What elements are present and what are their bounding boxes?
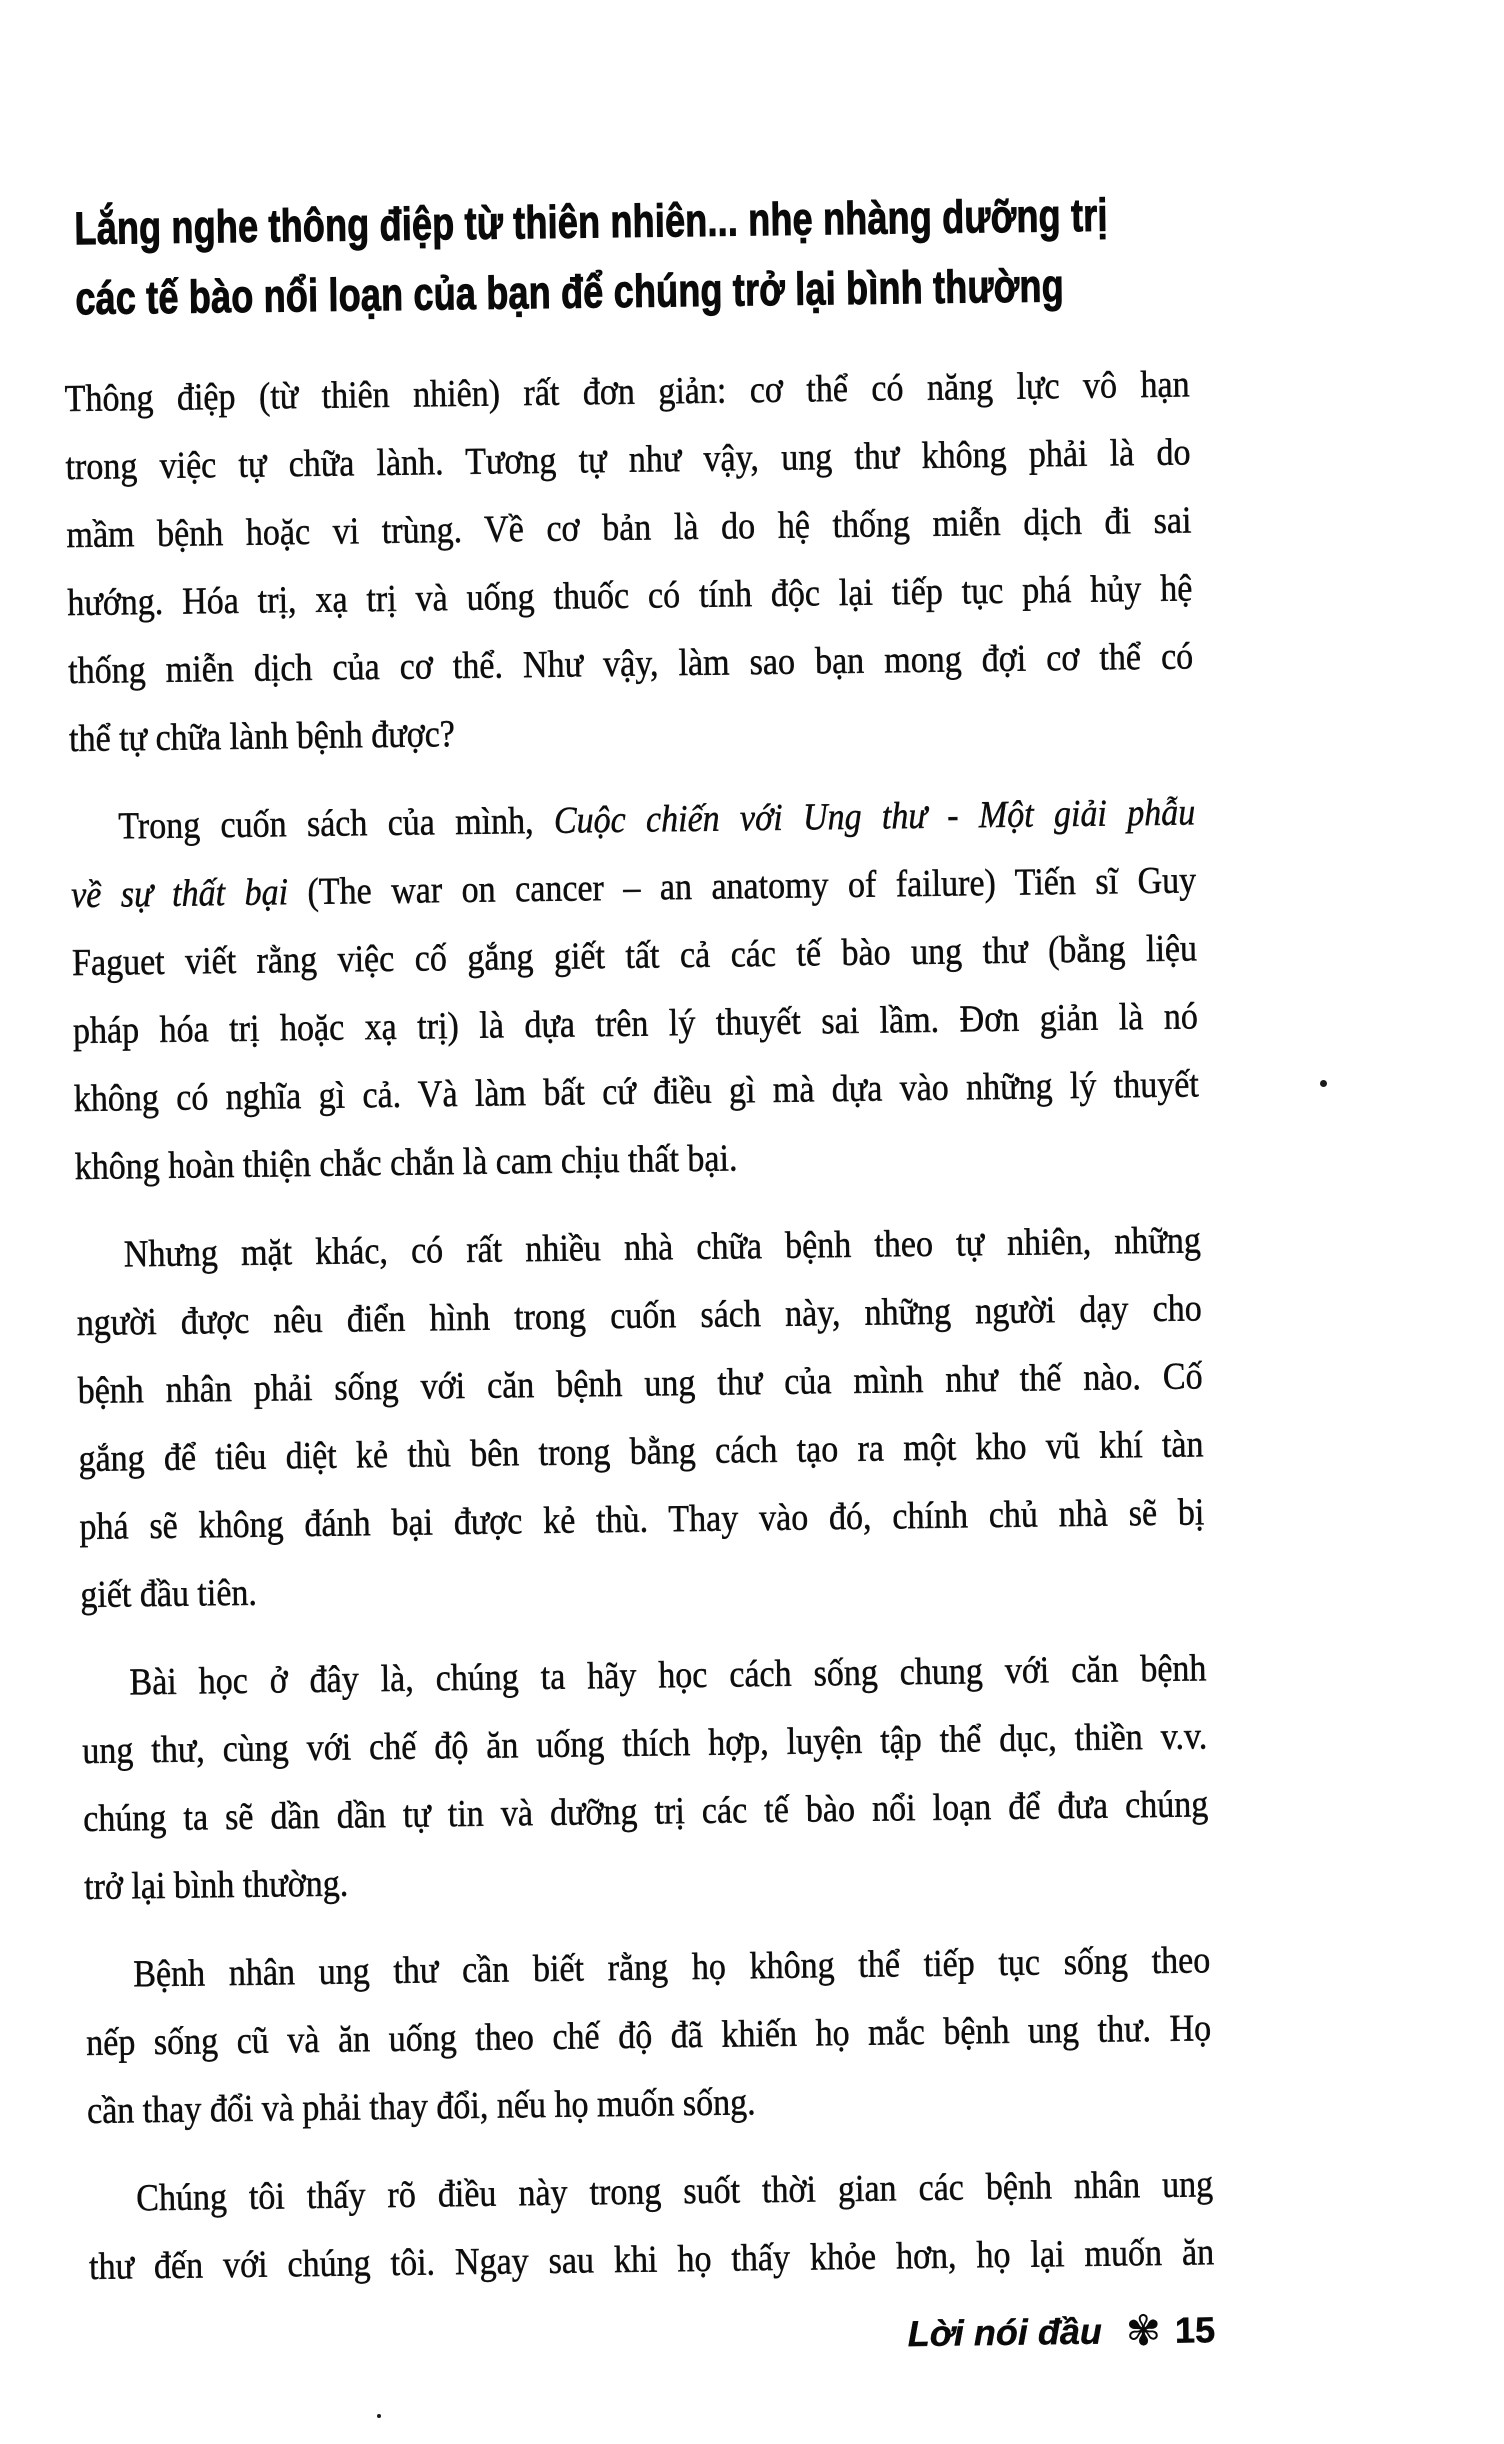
body-text [64,351,1214,2302]
italic-book-title-text: Cuộc chiến với Ung thư - Một giải phẫu [553,791,1196,842]
text-segment: người được nêu điển hình trong cuốn sách này, những người dạy cho [76,1287,1202,1345]
text-segment: gắng để tiêu diệt kẻ thù bên trong bằng cách tạo ra một kho vũ khí tàn [78,1423,1204,1481]
text-segment: trong việc tự chữa lành. Tương tự như vậy, ung thư không phải là do [65,431,1191,489]
text-segment: không hoàn thiện chắc chắn là cam chịu thất bại. [74,1137,738,1189]
text-segment: bệnh nhân phải sống với căn bệnh ung thư của mình như thế nào. Cố [77,1355,1203,1413]
text-line [80,1543,1206,1634]
text-segment: cần thay đổi và phải thay đổi, nếu họ muốn sống. [86,2081,756,2132]
text-segment: hướng. Hóa trị, xạ trị và uống thuốc có tính độc lại tiếp tục phá hủy hệ [67,567,1193,625]
text-line [74,1115,1200,1206]
text-segment: thư đến với chúng tôi. Ngay sau khi họ thấy khỏe hơn, họ lại muốn ăn [88,2231,1215,2288]
text-segment: Thông điệp (từ thiên nhiên) rất đơn giản: cơ thể có năng lực vô hạn [64,363,1190,421]
section-heading [62,179,1189,334]
paragraph [85,1927,1213,2146]
page-content [62,179,1215,2376]
text-segment: nếp sống cũ và ăn uống theo chế độ đã khiến họ mắc bệnh ung thư. Họ [85,2007,1212,2064]
italic-book-title-text: về sự thất bại [70,871,308,917]
page-footer [90,2299,1216,2376]
text-segment: không có nghĩa gì cả. Và làm bất cứ điều gì mà dựa vào những lý thuyết [73,1063,1200,1121]
text-segment: ung thư, cùng với chế độ ăn uống thích hợp, luyện tập thể dục, thiền v.v. [82,1715,1208,1773]
footer-section-title: Lời nói đầu [907,2310,1103,2355]
text-line [89,2215,1215,2306]
text-segment: Trong cuốn sách của mình, [118,800,555,848]
flower-ornament-icon: ✾ [1125,2305,1162,2356]
paragraph [88,2151,1215,2302]
ink-speck [1320,1080,1327,1087]
ink-speck [377,2414,381,2418]
text-line [87,2059,1213,2150]
text-segment: Faguet viết rằng việc cố gắng giết tất cả các tế bào ung thư (bằng liệu [71,927,1198,985]
heading-line-1: Lắng nghe thông điệp từ thiên nhiên... nhẹ nhàng dưỡng trị [74,188,1108,255]
paragraph [70,779,1200,1202]
paragraph [75,1207,1205,1630]
text-segment: thống miễn dịch của cơ thể. Như vậy, làm sao bạn mong đợi cơ thể có [67,635,1194,693]
text-segment: Nhưng mặt khác, có rất nhiều nhà chữa bệnh theo tự nhiên, những [123,1219,1202,1276]
text-segment: (The war on cancer – an anatomy of failure) Tiến sĩ Guy [307,859,1197,914]
text-segment: phá sẽ không đánh bại được kẻ thù. Thay vào đó, chính chủ nhà sẽ bị [79,1491,1205,1549]
text-segment: Bài học ở đây là, chúng ta hãy học cách sống chung với căn bệnh [129,1647,1207,1704]
text-segment: Chúng tôi thấy rõ điều này trong suốt thời gian các bệnh nhân ung [135,2163,1214,2220]
text-segment: thể tự chữa lành bệnh được? [68,713,456,761]
paragraph [81,1635,1209,1922]
text-line [84,1835,1210,1926]
text-segment: giết đầu tiên. [80,1572,258,1617]
text-segment: pháp hóa trị hoặc xạ trị) là dựa trên lý thuyết sai lầm. Đơn giản là nó [72,995,1199,1053]
text-segment: chúng ta sẽ dần dần tự tin và dưỡng trị các tế bào nổi loạn để đưa chúng [83,1783,1209,1841]
text-segment: trở lại bình thường. [83,1863,349,1909]
text-line [69,687,1195,778]
text-segment: mầm bệnh hoặc vi trùng. Về cơ bản là do hệ thống miễn dịch đi sai [66,499,1192,557]
text-segment: Bệnh nhân ung thư cần biết rằng họ không thể tiếp tục sống theo [133,1939,1211,1996]
page-number: 15 [1174,2309,1216,2351]
heading-line-2: các tế bào nổi loạn của bạn để chúng trở lại bình thường [75,259,1065,325]
paragraph [64,351,1194,774]
